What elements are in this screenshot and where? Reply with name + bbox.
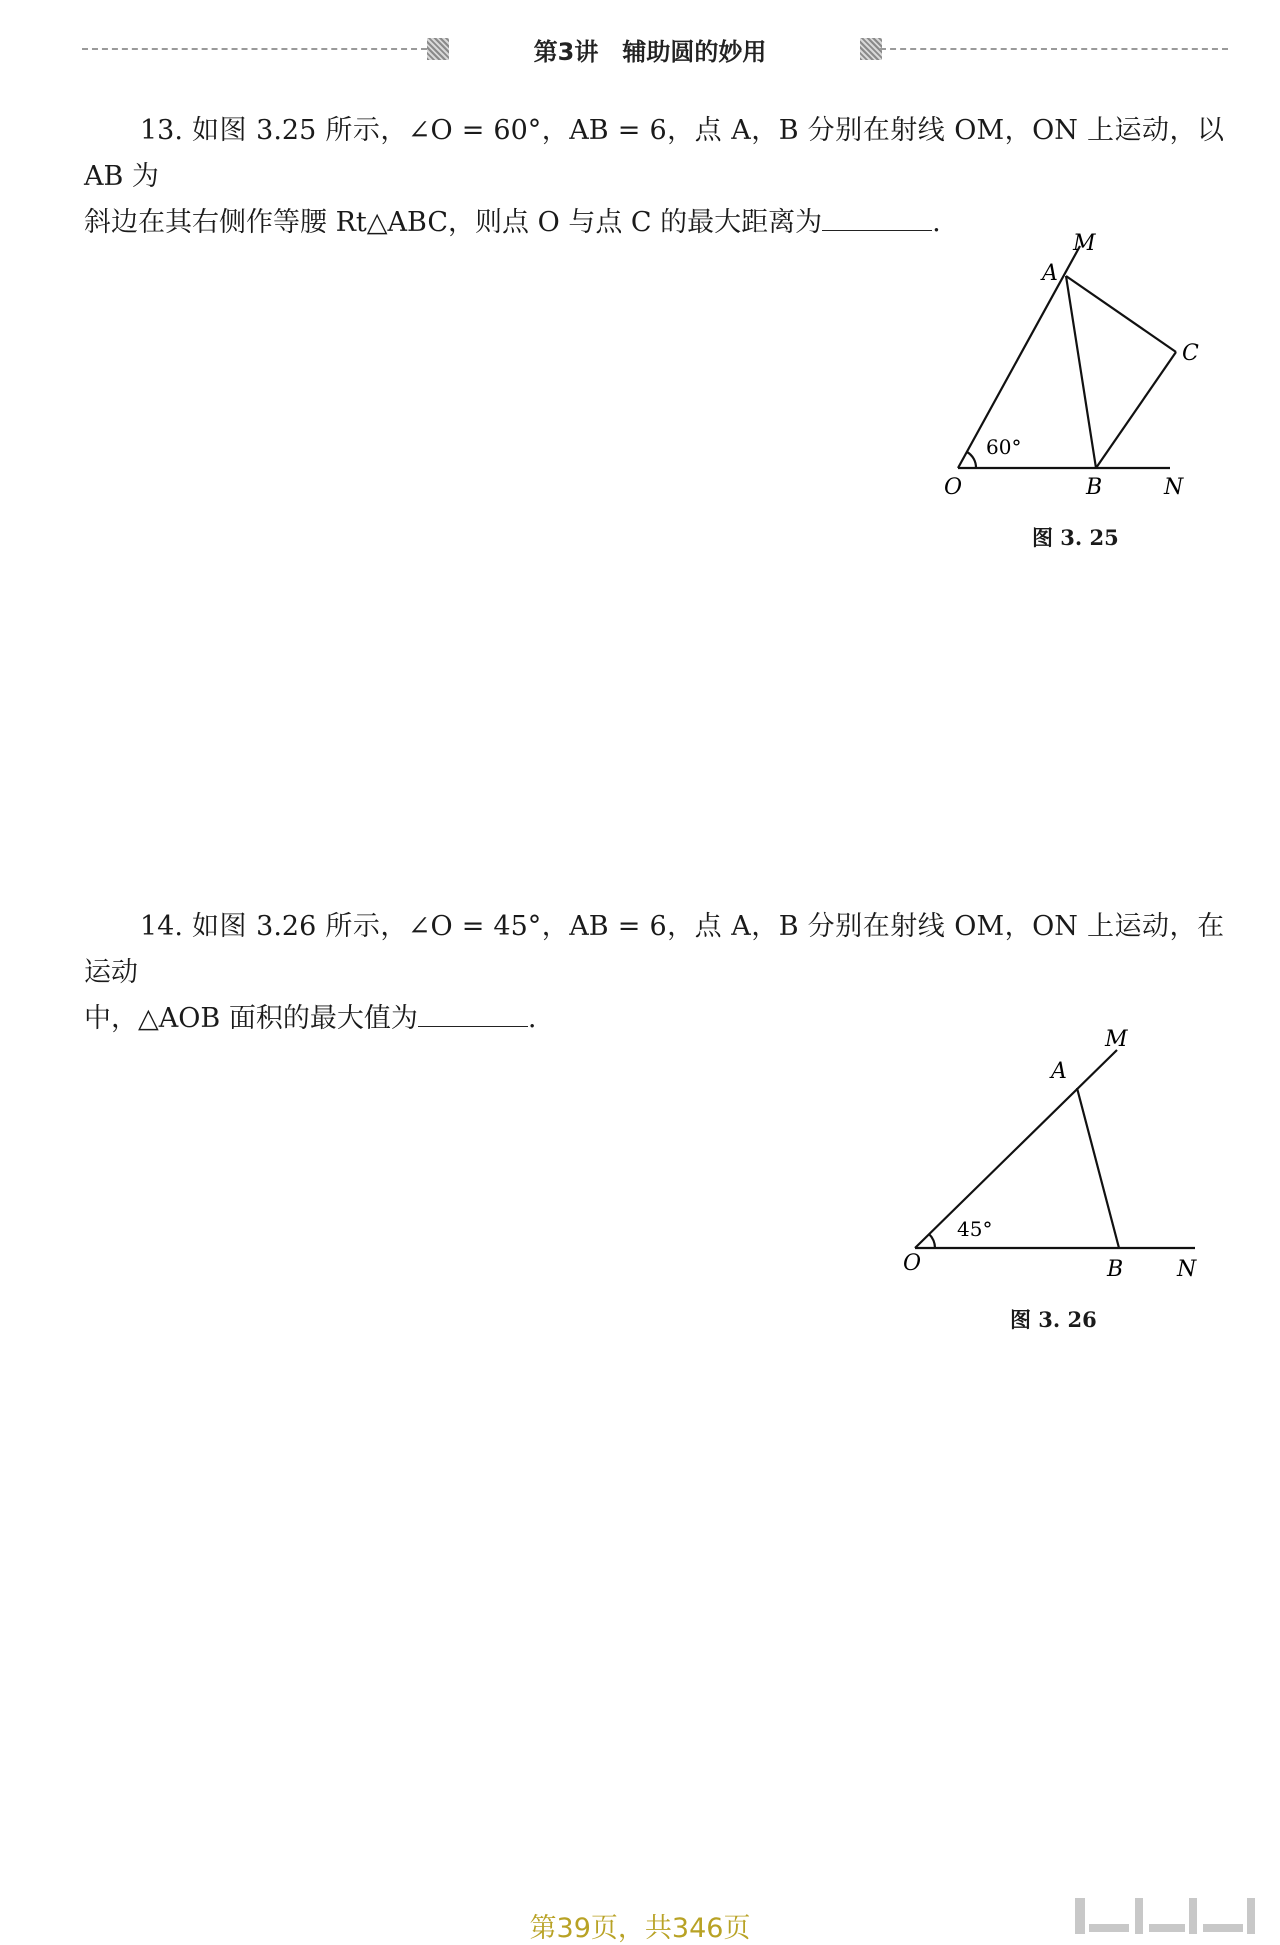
label-A: A (1051, 1059, 1067, 1084)
problem-13-line-2-text: 斜边在其右侧作等腰 Rt△ABC，则点 O 与点 C 的最大距离为 (84, 207, 823, 238)
label-O: O (944, 475, 963, 498)
page-indicator: 第39页，共346页 (529, 1913, 751, 1944)
figure-3-25 (930, 228, 1210, 498)
segment-CB (1096, 352, 1176, 468)
indicator-bar (1135, 1898, 1143, 1934)
problem-14-line-1: 14. 如图 3.26 所示，∠O = 45°，AB = 6，点 A，B 分别在射线 OM，ON 上运动，在运动 (84, 911, 1224, 988)
answer-blank-13[interactable] (822, 204, 932, 231)
indicator-bar (1089, 1924, 1129, 1932)
figure-3-26 (895, 1020, 1215, 1290)
label-M: M (1073, 231, 1096, 256)
figure-3-25-caption: 图 3. 25 (1032, 525, 1119, 550)
angle-arc-45 (929, 1234, 935, 1248)
segment-AB (1077, 1088, 1119, 1248)
indicator-bar (1075, 1898, 1085, 1934)
problem-14-tail: . (527, 1003, 537, 1034)
angle-label-60: 60° (986, 435, 1022, 459)
angle-label-45: 45° (957, 1217, 993, 1241)
segment-AC (1066, 276, 1176, 352)
chapter-title: 第3讲 辅助圆的妙用 (533, 38, 767, 66)
problem-13-tail: . (932, 207, 941, 238)
indicator-bar (1189, 1898, 1197, 1934)
label-B: B (1107, 1257, 1124, 1282)
page-header (0, 28, 1280, 68)
indicator-bar (1247, 1898, 1255, 1934)
label-B: B (1086, 475, 1103, 498)
label-N: N (1164, 475, 1184, 498)
angle-arc-60 (967, 452, 976, 468)
header-ornament-right (860, 38, 882, 60)
segment-AB (1066, 276, 1096, 468)
problem-13 (84, 108, 1224, 246)
header-dashed-line-left (82, 48, 427, 50)
figure-3-26-caption: 图 3. 26 (1010, 1307, 1097, 1332)
problem-14-line-2-text: 中，△AOB 面积的最大值为 (84, 1003, 418, 1034)
indicator-bar (1203, 1924, 1243, 1932)
label-M: M (1105, 1027, 1128, 1052)
label-N: N (1177, 1257, 1197, 1282)
indicator-bar (1149, 1924, 1185, 1932)
header-dashed-line-right (880, 48, 1228, 50)
problem-13-line-1: 13. 如图 3.25 所示，∠O = 60°，AB = 6，点 A，B 分别在射线 OM，ON 上运动，以 AB 为 (84, 115, 1224, 192)
answer-blank-14[interactable] (418, 1000, 528, 1027)
label-O: O (903, 1251, 922, 1276)
label-C: C (1182, 341, 1199, 366)
label-A: A (1042, 261, 1058, 286)
ray-OM (915, 1050, 1117, 1248)
